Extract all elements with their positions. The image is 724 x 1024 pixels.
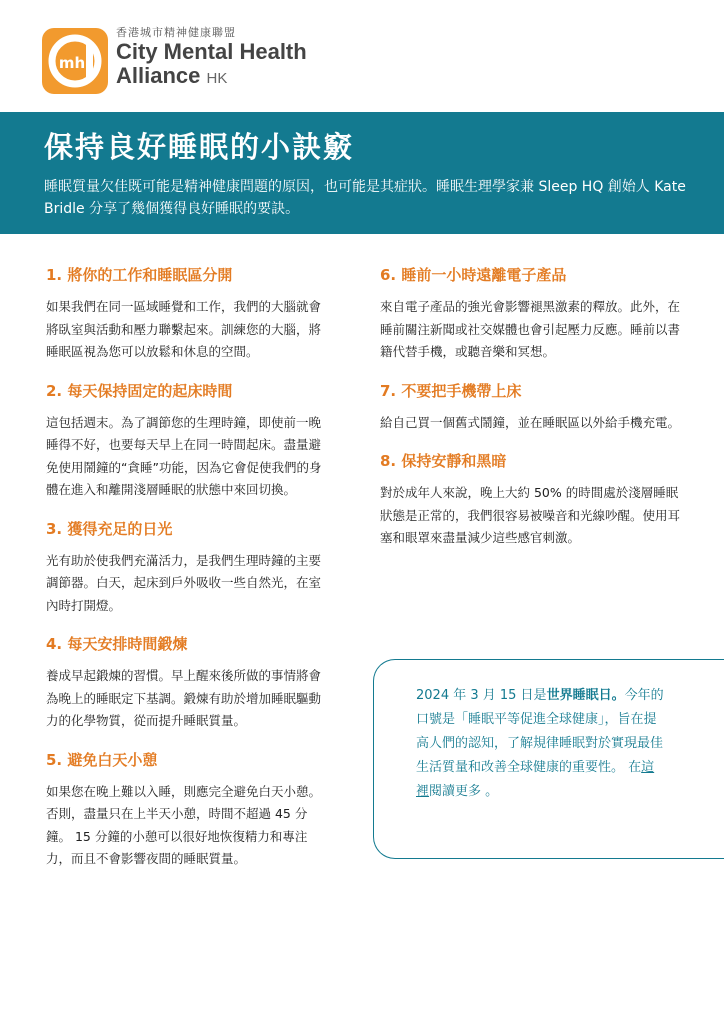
logo-english-line2 bbox=[116, 64, 307, 91]
tip-7 bbox=[380, 378, 680, 435]
tip-5 bbox=[46, 747, 331, 871]
logo-mark-text: mh bbox=[58, 54, 86, 72]
logo-english-line1: City Mental Health bbox=[116, 39, 307, 64]
logo-alliance: Alliance bbox=[116, 63, 201, 88]
tip-body: 養成早起鍛煉的習慣。早上醒來後所做的事情將會為晚上的睡眠定下基調。鍛煉有助於增加睡眠驅動力的化學物質，從而提升睡眠質量。 bbox=[46, 668, 322, 728]
tip-2 bbox=[46, 378, 331, 502]
read-more-link[interactable]: 這裡 bbox=[416, 760, 655, 799]
tip-body: 給自己買一個舊式鬧鐘，並在睡眠區以外給手機充電。 bbox=[380, 414, 681, 430]
logo-wordmark bbox=[116, 26, 307, 91]
callout-tail: 閱讀更多 。 bbox=[429, 784, 499, 799]
callout-event: 世界睡眠日。 bbox=[546, 688, 625, 703]
page-header bbox=[0, 0, 724, 112]
tip-heading: 1. 將你的工作和睡眠區分開 bbox=[46, 266, 233, 284]
callout-date: 2024 年 3 月 15 日是 bbox=[416, 688, 547, 703]
tip-heading: 8. 保持安靜和黑暗 bbox=[380, 452, 507, 470]
page-title: 保持良好睡眠的小訣竅 bbox=[44, 130, 355, 164]
tips-column-right bbox=[380, 262, 680, 564]
tip-body: 來自電子產品的強光會影響褪黑激素的釋放。此外，在睡前關注新聞或社交媒體也會引起壓力反應。睡前以書籍代替手機，或聽音樂和冥想。 bbox=[380, 299, 681, 359]
cmha-logo-icon bbox=[42, 28, 108, 94]
tips-column-left bbox=[46, 262, 331, 885]
tip-6 bbox=[380, 262, 680, 364]
tip-3 bbox=[46, 516, 331, 618]
tip-body: 如果我們在同一區域睡覺和工作，我們的大腦就會將臥室與活動和壓力聯繫起來。訓練您的大腦，將睡眠區視為您可以放鬆和休息的空間。 bbox=[46, 299, 322, 359]
tip-body: 如果您在晚上難以入睡，則應完全避免白天小憩。 否則，盡量只在上半天小憩，時間不超過 45 分鐘。 15 分鐘的小憩可以很好地恢復精力和專注力，而且不會影響夜間的睡眠質量。 bbox=[46, 783, 322, 866]
tip-body: 這包括週末。為了調節您的生理時鐘，即使前一晚睡得不好，也要每天早上在同一時間起床。盡量避免使用鬧鐘的“貪睡”功能，因為它會促使我們的身體在進入和離開淺層睡眠的狀態中來回切換。 bbox=[46, 414, 322, 497]
tip-8 bbox=[380, 448, 680, 550]
tip-body: 對於成年人來說，晚上大約 50% 的時間處於淺層睡眠狀態是正常的，我們很容易被噪音和光線吵醒。使用耳塞和眼罩來盡量減少這些感官刺激。 bbox=[380, 485, 681, 545]
logo-hk: HK bbox=[206, 70, 228, 87]
tip-heading: 2. 每天保持固定的起床時間 bbox=[46, 381, 233, 400]
tip-heading: 3. 獲得充足的日光 bbox=[46, 519, 173, 538]
tip-heading: 5. 避免白天小憩 bbox=[46, 750, 158, 769]
tip-heading: 7. 不要把手機帶上床 bbox=[380, 381, 522, 400]
intro-text: 睡眠質量欠佳既可能是精神健康問題的原因，也可能是其症狀。睡眠生理學家兼 Sleep HQ 創始人 Kate Bridle 分享了幾個獲得良好睡眠的要訣。 bbox=[44, 179, 686, 217]
tip-heading: 6. 睡前一小時遠離電子產品 bbox=[380, 266, 567, 284]
callout-slogan: 今年的口號是「睡眠平等促進全球健康」，旨在提高人們的認知，了解規律睡眠對於實現最佳生活質量和改善全球健康的重要性。 在 bbox=[416, 688, 664, 775]
tip-1 bbox=[46, 262, 331, 364]
logo-chinese-name: 香港城市精神健康聯盟 bbox=[116, 26, 236, 39]
tip-4 bbox=[46, 631, 331, 733]
tip-heading: 4. 每天安排時間鍛煉 bbox=[46, 635, 188, 653]
tip-body: 光有助於使我們充滿活力，是我們生理時鐘的主要調節器。白天，起床到戶外吸收一些自然光，在室內時打開燈。 bbox=[46, 552, 322, 613]
callout-text bbox=[416, 684, 666, 804]
